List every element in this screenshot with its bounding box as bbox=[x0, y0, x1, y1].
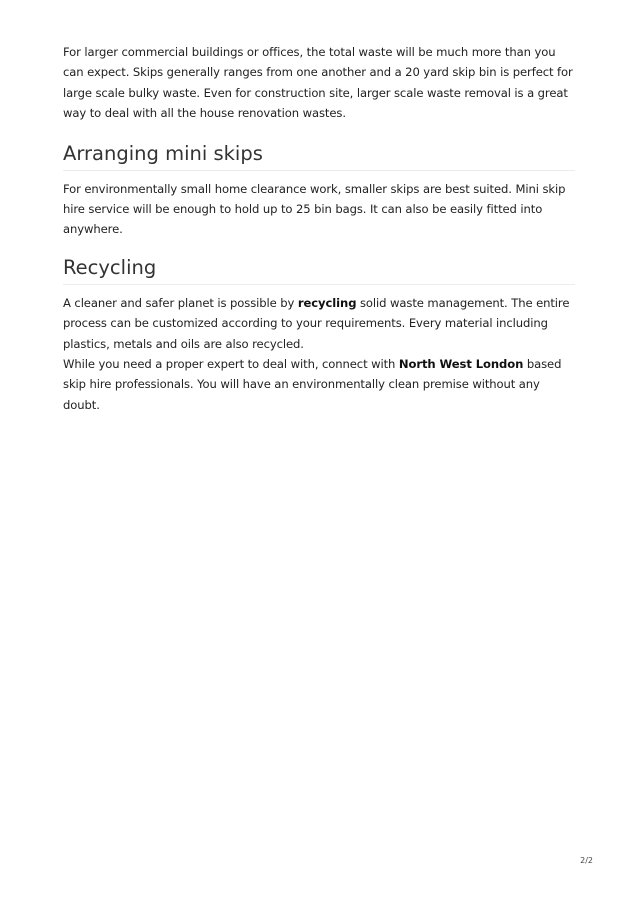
mini-skips-paragraph: For environmentally small home clearance work, smaller skips are best suited. Mini skip hire service will be enough to hold up to 25 bin bags. It can also be easily fitted into anywhere. bbox=[63, 181, 566, 237]
heading-recycling: Recycling bbox=[63, 256, 575, 285]
recycling-text-start: A cleaner and safer planet is possible by bbox=[63, 295, 298, 310]
contact-text-end: based skip hire professionals. You will have an environmentally clean premise without any doubt. bbox=[63, 357, 562, 412]
heading-arranging-mini-skips: Arranging mini skips bbox=[63, 142, 575, 171]
recycling-bold-term: recycling bbox=[297, 295, 357, 310]
contact-bold-location: North West London bbox=[398, 357, 524, 372]
contact-text-start: While you need a proper expert to deal with, connect with bbox=[63, 357, 399, 372]
recycling-paragraph bbox=[63, 293, 575, 354]
recycling-text-end: solid waste management. The entire process can be customized according to your requirements. Every material including plastics, metals and oils are also recycled. bbox=[63, 295, 570, 351]
intro-paragraph: For larger commercial buildings or offices, the total waste will be much more than you can expect. Skips generally ranges from one another and a 20 yard skip bin is perfect for large scale bulky waste. Even for construction site, larger scale waste removal is a great way to deal with all the house renovation wastes. bbox=[63, 45, 573, 121]
page-number: 2/2 bbox=[580, 856, 593, 865]
document-page bbox=[63, 42, 575, 415]
contact-paragraph bbox=[63, 354, 575, 415]
